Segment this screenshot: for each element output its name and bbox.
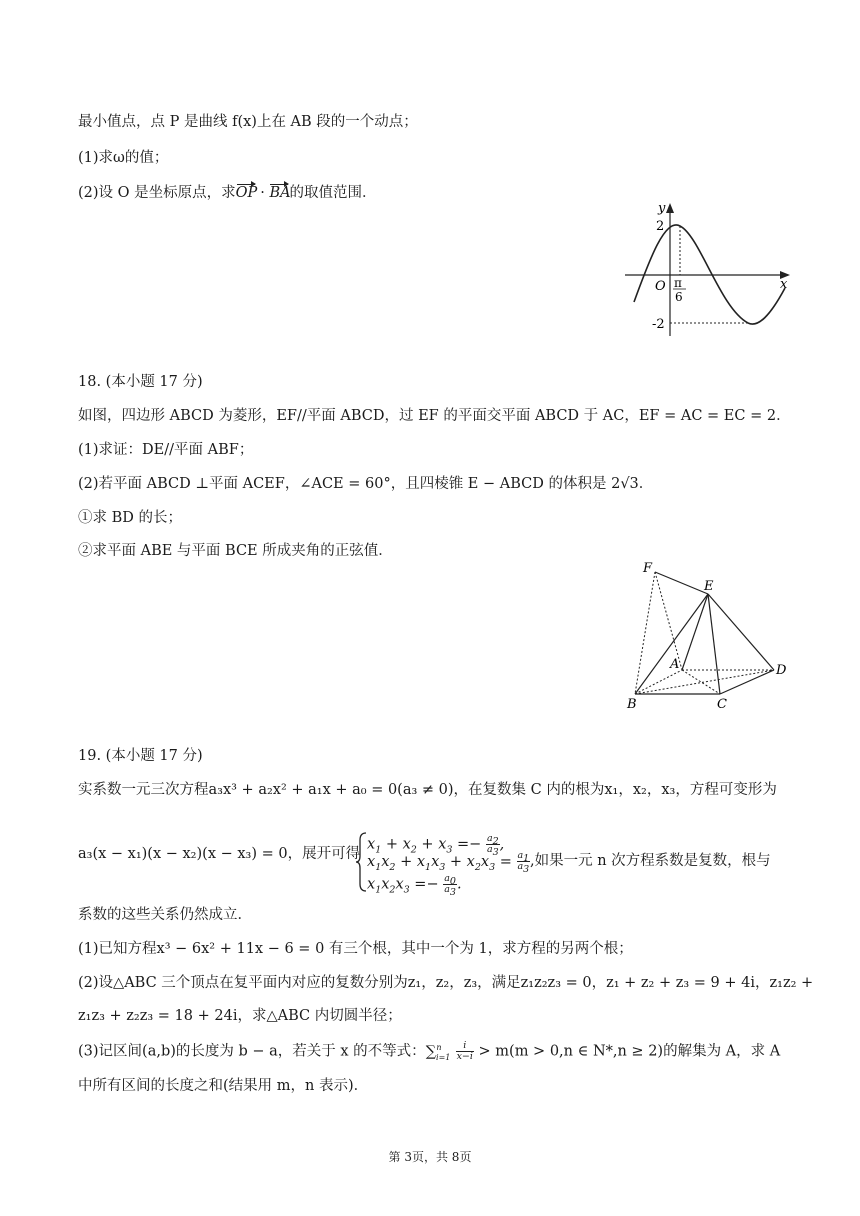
graph-origin-label: O [655, 279, 666, 294]
q17-part1: (1)求ω的值； [78, 150, 169, 166]
vector-op: OP [235, 185, 258, 201]
sum-expression: $\sum_{i=1}^n$ $\frac{i}{x-i}$ [425, 1040, 473, 1062]
page-footer: 第 3页，共 8页 [388, 1150, 472, 1164]
q18-header: 18. (本小题 17 分) [78, 374, 203, 390]
label-A: A [670, 657, 680, 672]
label-F: F [643, 561, 653, 576]
graph-xmark-den: 6 [675, 290, 683, 304]
q19-header: 19. (本小题 17 分) [78, 748, 203, 764]
sine-graph [620, 198, 800, 338]
q19-line2-left: a₃(x − x₁)(x − x₂)(x − x₃) = 0，展开可得 [78, 846, 361, 862]
label-D: D [776, 663, 787, 678]
q19-line1: 实系数一元三次方程a₃x³ + a₂x² + a₁x + a₀ = 0(a₃ ≠ 0)，在复数集 C 内的根为x₁，x₂，x₃，方程可变形为 [78, 782, 777, 798]
system-brace [355, 832, 367, 892]
q19-part3b: 中所有区间的长度之和(结果用 m，n 表示)． [78, 1078, 369, 1094]
graph-y-label: y [658, 201, 666, 216]
label-B: B [627, 697, 637, 712]
graph-xmark-num: π [674, 276, 682, 290]
q19-part1: (1)已知方程x³ − 6x² + 11x − 6 = 0 有三个根，其中一个为 1，求方程的另两个根； [78, 941, 633, 957]
q18-sub1: ①求 BD 的长； [78, 510, 182, 526]
q19-part2a: (2)设△ABC 三个顶点在复平面内对应的复数分别为z₁，z₂，z₃，满足z₁z₂z₃ = 0，z₁ + z₂ + z₃ = 9 + 4i，z₁z₂ + [78, 975, 814, 991]
q19-part3a: (3)记区间(a,b)的长度为 b − a，若关于 x 的不等式：$\sum_{i=1}^n$ $\frac{i}{x-i}$ > m(m > 0,n ∈ N*,n ≥ 2)的解集为 A，求 A [78, 1040, 781, 1062]
graph-ymin-label: -2 [652, 317, 665, 332]
vector-ba: BA [269, 185, 291, 201]
q19-part2b: z₁z₃ + z₂z₃ = 18 + 24i，求△ABC 内切圆半径； [78, 1008, 402, 1024]
vieta-eq2: $x_1x_2 + x_1x_3 + x_2x_3$ = $\frac{a_1}{a_3}$ [367, 850, 530, 875]
q18-part2: (2)若平面 ABCD ⊥平面 ACEF，∠ACE = 60°，且四棱锥 E − ABCD 的体积是 2√3． [78, 476, 654, 492]
q18-sub2: ②求平面 ABE 与平面 BCE 所成夹角的正弦值． [78, 543, 393, 559]
vieta-eq3: $x_1x_2x_3$ =− $\frac{a_0}{a_3}$ . [367, 873, 462, 898]
q19-line3: 系数的这些关系仍然成立． [78, 907, 252, 923]
q17-line1: 最小值点，点 P 是曲线 f(x)上在 AB 段的一个动点； [78, 114, 418, 130]
label-C: C [717, 697, 727, 712]
graph-ymax-label: 2 [656, 219, 665, 234]
pyramid-figure [620, 558, 800, 718]
label-E: E [704, 579, 714, 594]
q17-part2: (2)设 O 是坐标原点，求OP · BA的取值范围． [78, 185, 377, 201]
q18-line1: 如图，四边形 ABCD 为菱形，EF//平面 ABCD，过 EF 的平面交平面 ABCD 于 AC，EF = AC = EC = 2． [78, 408, 791, 424]
q19-line2-right: ,如果一元 n 次方程系数是复数，根与 [530, 853, 771, 869]
vieta-eq1: $x_1 + x_2 + x_3$ =− $\frac{a_2}{a_3}$ , [367, 833, 505, 858]
q18-part1: (1)求证：DE//平面 ABF； [78, 442, 254, 458]
graph-x-label: x [780, 277, 788, 292]
